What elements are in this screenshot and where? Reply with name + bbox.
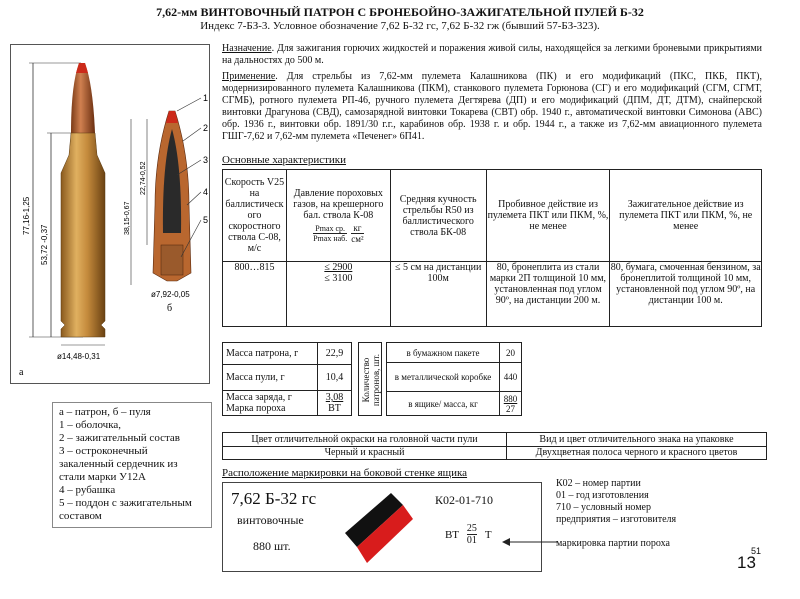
case-shape bbox=[61, 133, 105, 337]
callout-1: 1 bbox=[203, 93, 209, 103]
mass-label-group: Масса заряда, г Марка пороха bbox=[223, 391, 318, 416]
legend-line: составом bbox=[59, 510, 102, 522]
qty-header-box bbox=[358, 342, 382, 416]
page-subtitle: Индекс 7-БЗ-3. Условное обозначение 7,62 Б-32 гс, 7,62 Б-32 гж (бывший 57-БЗ-323). bbox=[200, 20, 600, 32]
marking-stripe bbox=[343, 489, 413, 567]
cartridge-drawing-svg bbox=[11, 45, 211, 385]
colors-value-mark: Двухцветная полоса черного и красного цветов bbox=[507, 446, 767, 460]
formula-pmax-avg: Pmax ср. bbox=[313, 224, 347, 234]
qty-value: 20 bbox=[500, 343, 522, 363]
purpose-text: . Для зажигания горючих жидкостей и поражения живой силы, находящейся за легкими броневыми прикрытиями на дальностях до 500 м. bbox=[222, 43, 762, 66]
col-header-incendiary: Зажигательное действие из пулемета ПКТ или ПКМ, %, не менее bbox=[610, 170, 762, 262]
page-number: 13 bbox=[737, 553, 756, 572]
mass-value-group: 3,08 ВТ bbox=[318, 391, 352, 416]
marking-count: 880 шт. bbox=[253, 539, 291, 553]
colors-header-mark: Вид и цвет отличительного знака на упаковке bbox=[507, 433, 767, 447]
qty-table bbox=[386, 342, 522, 416]
col-header-velocity: Скорость V25 на баллистическ ого скоростного ствола С-08, м/с bbox=[223, 170, 287, 262]
page-title: 7,62-мм ВИНТОВОЧНЫЙ ПАТРОН С БРОНЕБОЙНО-ЗАЖИГАТЕЛЬНОЙ ПУЛЕЙ Б-32 bbox=[156, 5, 644, 19]
dim-case-length: 53,72 -0,37 bbox=[40, 224, 49, 265]
marking-powder: ВТ 25 01 Т bbox=[445, 523, 492, 546]
mass-label: Масса пули, г bbox=[223, 365, 318, 391]
qty-label: в металлической коробке bbox=[387, 363, 500, 392]
marking-type: винтовочные bbox=[237, 513, 304, 527]
legend-line: стали марки У12А bbox=[59, 471, 146, 483]
qty-label: в бумажном пакете bbox=[387, 343, 500, 363]
value-pressure-max: ≤ 3100 bbox=[324, 273, 353, 284]
value-penetration: 80, бронеплита из стали марки 2П толщиной 10 мм, установленная под углом 90º, на дистанции 200 м. bbox=[486, 262, 610, 327]
cartridge-drawing bbox=[10, 44, 210, 384]
col-header-accuracy: Средняя кучность стрельбы R50 из баллистического ствола БК-08 bbox=[390, 170, 486, 262]
legend-box bbox=[52, 402, 212, 528]
mass-label: Масса патрона, г bbox=[223, 343, 318, 365]
colors-table bbox=[222, 432, 767, 460]
legend-line: закаленный сердечник из bbox=[59, 458, 178, 470]
unit-kg: кг bbox=[351, 223, 363, 234]
value-pressure-avg: ≤ 2900 bbox=[324, 262, 353, 273]
value-accuracy: ≤ 5 см на дистанции 100м bbox=[390, 262, 486, 327]
mass-value: 10,4 bbox=[318, 365, 352, 391]
qty-value-group: 880 27 bbox=[500, 392, 522, 416]
marking-heading: Расположение маркировки на боковой стенке ящика bbox=[222, 467, 468, 479]
legend-line: а – патрон, б – пуля bbox=[59, 406, 151, 418]
col-header-penetration: Пробивное действие из пулемета ПКТ или ПКМ, %, не менее bbox=[486, 170, 610, 262]
dim-ogive-length: 22,74-0,52 bbox=[140, 161, 147, 195]
callout-2: 2 bbox=[203, 123, 209, 133]
legend-line: 2 – зажигательный состав bbox=[59, 432, 180, 444]
marking-note: К02 – номер партии 01 – год изготовления 710 – условный номер предприятия – изготовителя маркировка партии пороха bbox=[556, 478, 716, 550]
dim-bullet-diameter: ø7,92-0,05 bbox=[151, 290, 190, 299]
page-number-small: 51 bbox=[751, 546, 762, 556]
col-header-pressure: Давление пороховых газов, на крешерного бал. ствола К-08 Pmax ср. Pmax наб. кг см² bbox=[286, 170, 390, 262]
usage-label: Применение bbox=[222, 71, 276, 82]
formula-pmax-max: Pmax наб. bbox=[313, 233, 348, 243]
legend-line: 1 – оболочка, bbox=[59, 419, 121, 431]
marking-cartridge-name: 7,62 Б-32 гс bbox=[231, 489, 317, 508]
dim-bullet-length: 38,15-0,67 bbox=[124, 201, 131, 235]
usage-paragraph bbox=[222, 71, 762, 143]
mass-value: 22,9 bbox=[318, 343, 352, 365]
label-b: б bbox=[167, 303, 173, 314]
legend-line: 3 – остроконечный bbox=[59, 445, 148, 457]
label-a: а bbox=[19, 367, 24, 378]
dim-overall-length: 77,16-1,25 bbox=[22, 196, 31, 235]
qty-label: в ящике/ масса, кг bbox=[387, 392, 500, 416]
bullet-red-tip bbox=[76, 63, 88, 73]
marking-box bbox=[222, 482, 542, 572]
unit-cm2: см² bbox=[351, 233, 364, 244]
colors-header-tip: Цвет отличительной окраски на головной части пули bbox=[223, 433, 507, 447]
marking-arrow bbox=[500, 520, 560, 550]
callout-3: 3 bbox=[203, 155, 209, 165]
callout-4: 4 bbox=[203, 187, 209, 197]
purpose-label: Назначение bbox=[222, 43, 272, 54]
callout-5: 5 bbox=[203, 215, 209, 225]
value-velocity: 800…815 bbox=[223, 262, 287, 327]
value-incendiary: 80, бумага, смоченная бензином, за бронеплитой толщиной 10 мм, установленной под углом 90º, на дистанции 100 м. bbox=[610, 262, 762, 327]
characteristics-heading: Основные характеристики bbox=[222, 154, 347, 166]
usage-text: . Для стрельбы из 7,62-мм пулемета Калашникова (ПК) и его модификаций (ПКС, ПКБ, ПКТ), модернизированного пулемета Калашникова (ПКМ), станкового пулемета Горюнова (СГ) и его модификаций (СГМ, СГМТ, СГМБ), ротного пулемета РП-46, ручного пулемета Дегтярева (ДП) и его модификаций (ДПМ, ДТ, ДТМ), снайперской винтовки Драгунова (СВД), самозарядной винтовки Токарева (СВТ) обр. 1940 г., автоматической винтовки Симонова (АВС) обр. 1936 г., винтовки обр. 1891/30 г.г., карабинов обр. 1938 г. и обр. 1944 г., а также из 7,62-мм авиационного пулемета ГШГ-7,62 и 7,62-мм пулемета «Печенег» 6П41. bbox=[222, 71, 762, 142]
qty-value: 440 bbox=[500, 363, 522, 392]
legend-line: 5 – поддон с зажигательным bbox=[59, 497, 192, 509]
characteristics-table bbox=[222, 169, 762, 327]
bullet-shape bbox=[71, 63, 95, 133]
legend-line: 4 – рубашка bbox=[59, 484, 116, 496]
value-pressure bbox=[286, 262, 390, 327]
qty-header: Количество патронов, шт. bbox=[361, 353, 381, 407]
mass-table bbox=[222, 342, 352, 416]
marking-lot: К02-01-710 bbox=[435, 493, 493, 507]
colors-value-tip: Черный и красный bbox=[223, 446, 507, 460]
dim-case-diameter: ø14,48-0,31 bbox=[57, 352, 101, 361]
purpose-paragraph bbox=[222, 43, 762, 67]
